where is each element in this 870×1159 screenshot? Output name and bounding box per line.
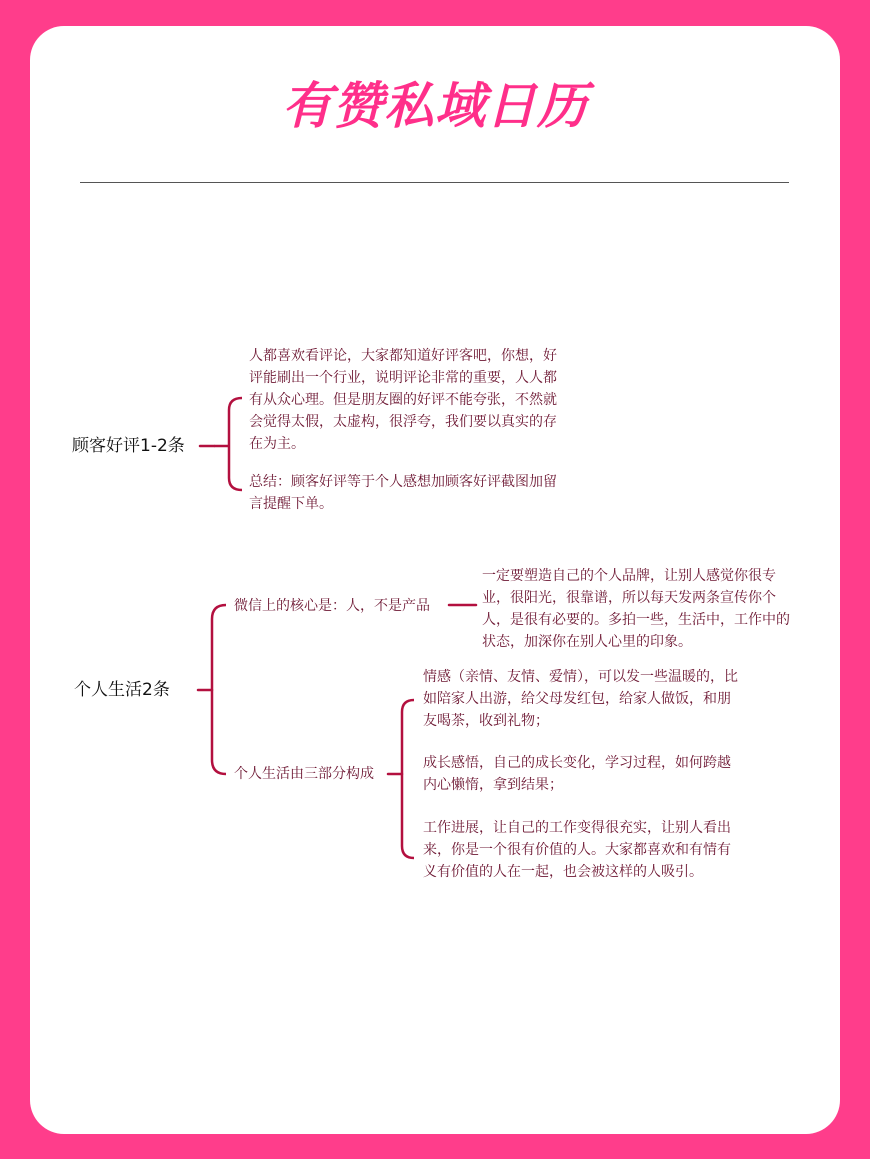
sub-wechat-core: 微信上的核心是：人，不是产品 [234, 598, 430, 614]
topic-personal-life: 个人生活2条 [74, 680, 170, 700]
topic-customer-reviews: 顾客好评1-2条 [72, 436, 185, 456]
wechat-core-note: 一定要塑造自己的个人品牌，让别人感觉你很专业，很阳光，很靠谱，所以每天发两条宣传你个人，是很有必要的。多拍一些，生活中，工作中的状态，加深你在别人心里的印象。 [482, 568, 790, 650]
sub2-bracket [402, 700, 414, 858]
branch1-bracket [229, 398, 242, 490]
sub-life-parts: 个人生活由三部分构成 [234, 766, 374, 782]
reviews-note-summary: 总结：顾客好评等于个人感想加顾客好评截图加留言提醒下单。 [249, 474, 557, 512]
life-part-emotion: 情感（亲情、友情、爱情），可以发一些温暖的，比如陪家人出游，给父母发红包，给家人做饭，和朋友喝茶，收到礼物； [423, 669, 738, 729]
life-part-work: 工作进展，让自己的工作变得很充实，让别人看出来，你是一个很有价值的人。大家都喜欢和有情有义有价值的人在一起，也会被这样的人吸引。 [423, 820, 731, 880]
page-title: 有赞私域日历 [282, 77, 588, 135]
reviews-note-main: 人都喜欢看评论，大家都知道好评客吧，你想，好评能刷出一个行业，说明评论非常的重要，人人都有从众心理。但是朋友圈的好评不能夸张，不然就会觉得太假，太虚构，很浮夸，我们要以真实的存在为主。 [249, 348, 557, 452]
life-part-growth: 成长感悟，自己的成长变化，学习过程，如何跨越内心懒惰，拿到结果； [423, 755, 731, 793]
branch2-bracket [212, 605, 226, 774]
